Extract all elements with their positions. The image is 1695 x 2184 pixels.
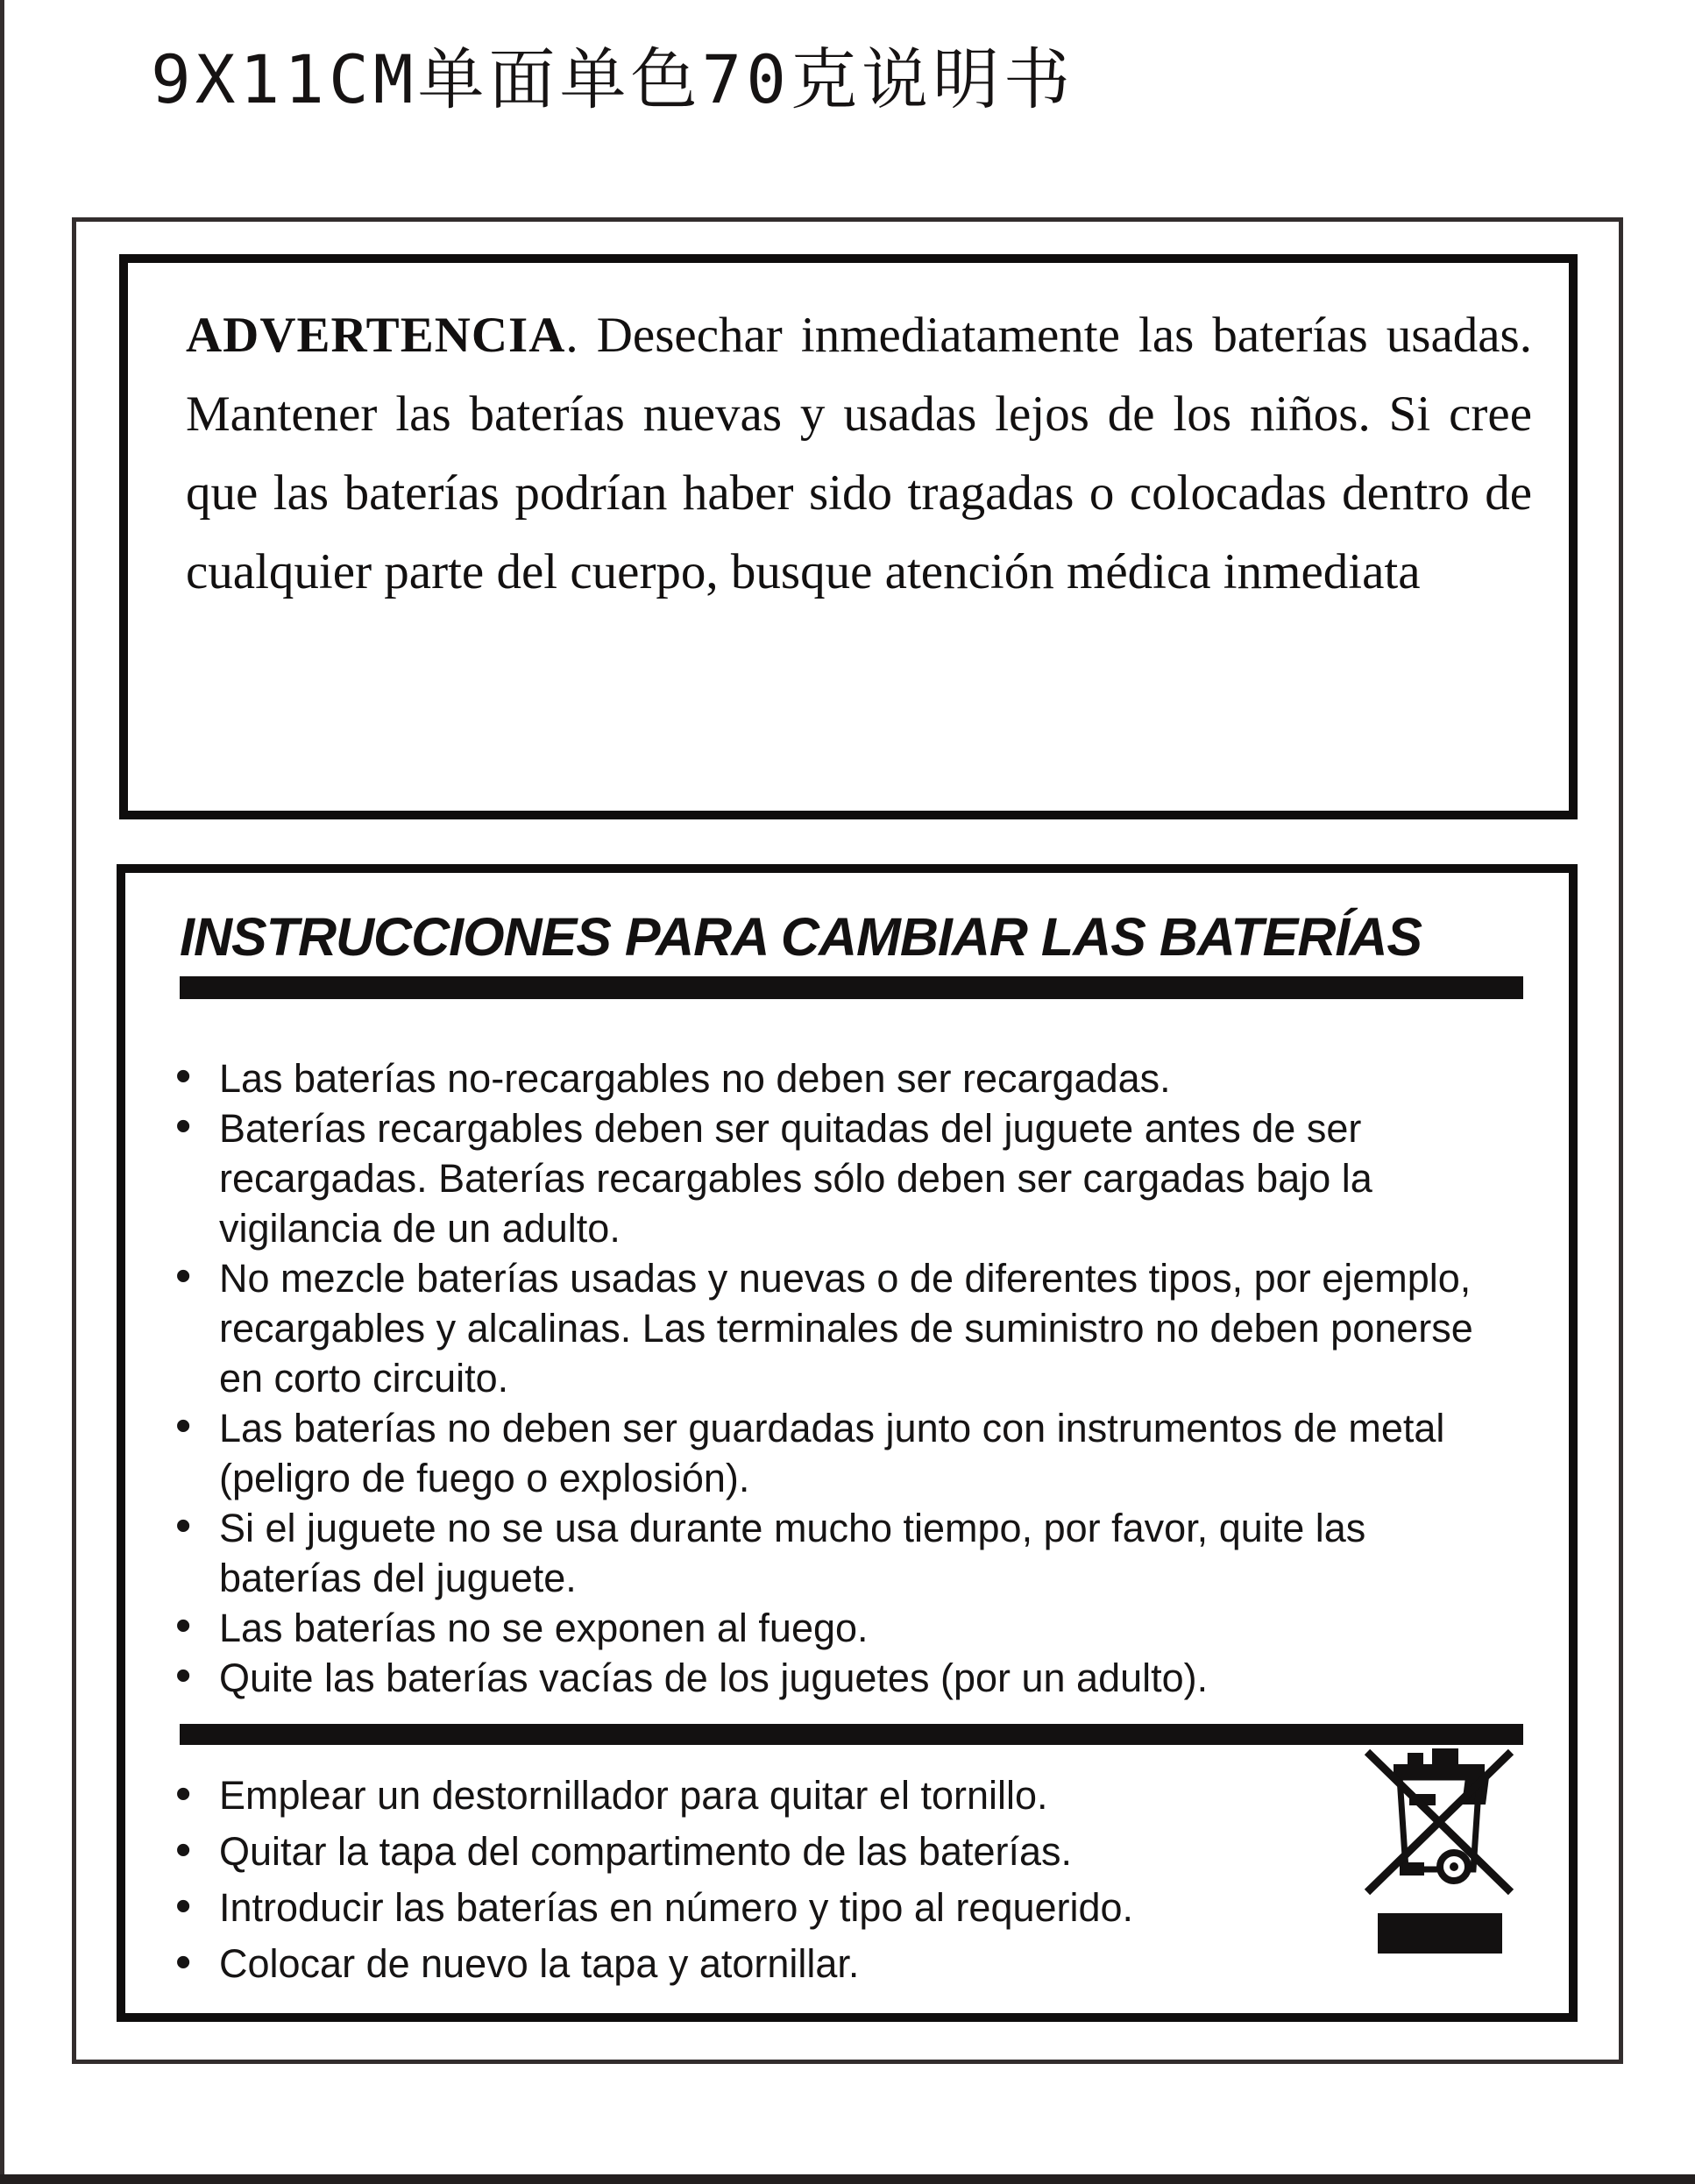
list-item: • No mezcle baterías usadas y nuevas o de diferentes tipos, por ejemplo, recargables y alcalinas. Las terminales de suministro no deben ponerse en corto circuito. [175,1253,1490,1403]
heading-rule [180,976,1523,999]
instructions-box [117,864,1578,2022]
page-title: 9X11CM单面单色70克说明书 [151,40,1075,118]
artboard-edge-left [0,0,4,2184]
replacement-steps-list [175,1768,1280,1992]
list-item: • Quite las baterías vacías de los juguetes (por un adulto). [175,1653,1490,1703]
list-item: • Colocar de nuevo la tapa y atornillar. [175,1936,1280,1992]
weee-crossed-bin-icon [1355,1738,1523,1968]
list-item: • Emplear un destornillador para quitar el tornillo. [175,1768,1280,1824]
warning-title: ADVERTENCIA [186,308,566,363]
warning-box [119,254,1578,819]
label-outline [72,217,1623,2064]
warning-text [186,296,1532,612]
list-item: • Las baterías no se exponen al fuego. [175,1603,1490,1653]
artboard-edge-bottom [0,2174,1695,2184]
battery-precautions-list [175,1053,1490,1703]
warning-body: . Desechar inmediatamente las baterías usadas. Mantener las baterías nuevas y usadas lejos de los niños. Si cree que las baterías podrían haber sido tragadas o colocadas dentro de cualquier parte del cuerpo, busque atención médica inmediata [186,308,1532,599]
list-item: • Si el juguete no se usa durante mucho tiempo, por favor, quite las baterías del juguete. [175,1503,1490,1603]
list-item: • Las baterías no deben ser guardadas junto con instrumentos de metal (peligro de fuego o explosión). [175,1403,1490,1503]
list-item: • Baterías recargables deben ser quitadas del juguete antes de ser recargadas. Baterías recargables sólo deben ser cargadas bajo la vigilancia de un adulto. [175,1103,1490,1253]
list-item: • Las baterías no-recargables no deben ser recargadas. [175,1053,1490,1103]
instructions-heading: INSTRUCCIONES PARA CAMBIAR LAS BATERÍAS [180,907,1422,967]
section-divider [180,1724,1523,1745]
list-item: • Introducir las baterías en número y tipo al requerido. [175,1880,1280,1936]
list-item: • Quitar la tapa del compartimento de las baterías. [175,1824,1280,1880]
